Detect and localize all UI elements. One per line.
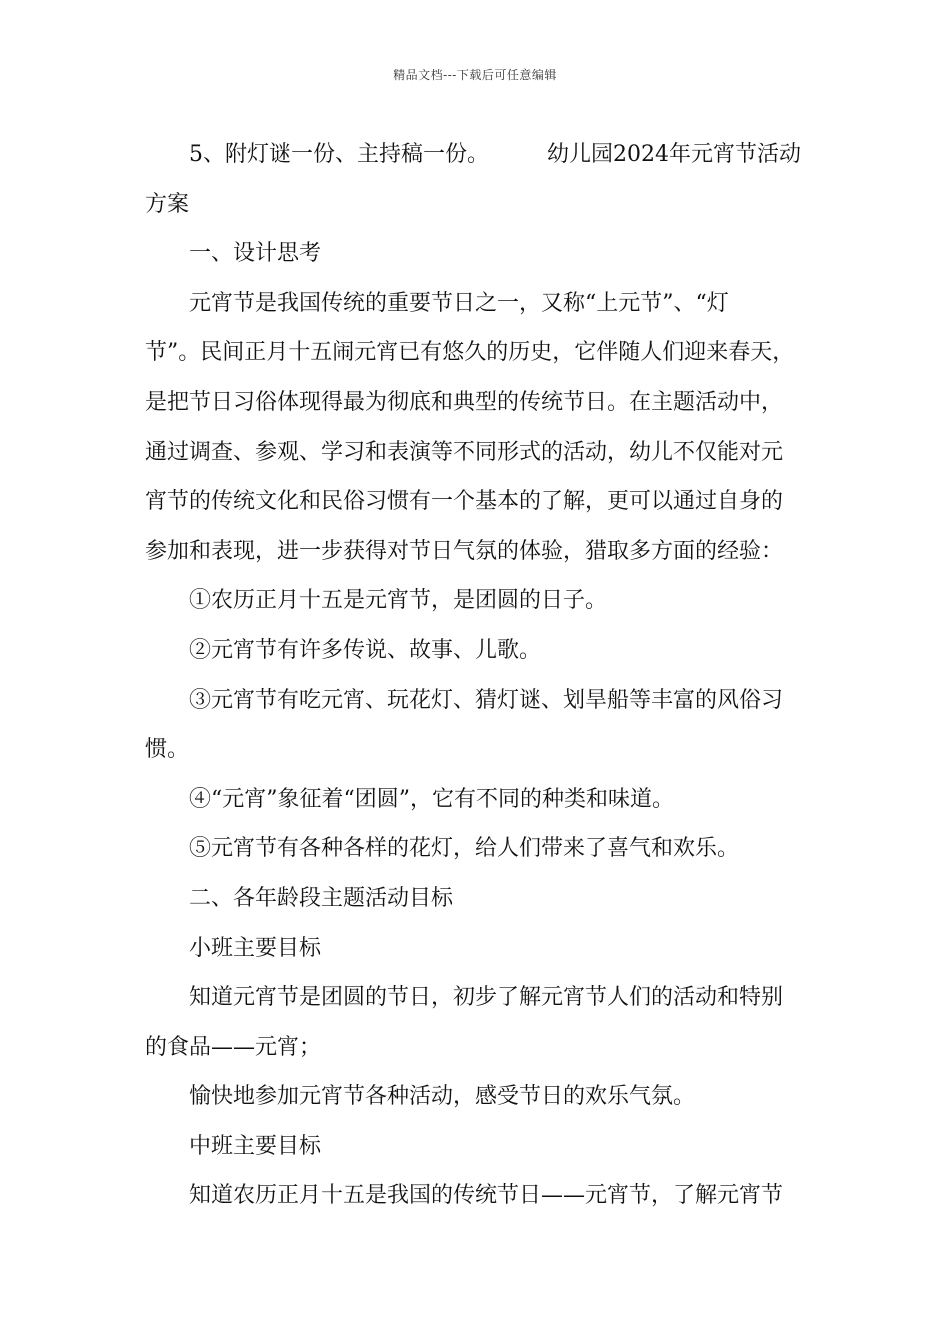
text-line: 通过调查、参观、学习和表演等不同形式的活动，幼儿不仅能对元 — [145, 439, 784, 465]
subsection-heading: 中班主要目标 — [189, 1133, 322, 1159]
text-segment: 5、附灯谜一份、主持稿一份。 — [189, 142, 489, 167]
subsection-heading: 小班主要目标 — [189, 935, 322, 961]
text-line: 节”。民间正月十五闹元宵已有悠久的历史，它伴随人们迎来春天， — [145, 340, 795, 366]
list-item: ⑤元宵节有各种各样的花灯，给人们带来了喜气和欢乐。 — [189, 836, 740, 862]
list-item: ①农历正月十五是元宵节，是团圆的日子。 — [189, 588, 608, 614]
text-line: 惯。 — [145, 737, 190, 763]
text-line — [145, 130, 807, 180]
page-header: 精品文档---下载后可任意编辑 — [393, 68, 557, 82]
section-heading: 二、各年龄段主题活动目标 — [189, 885, 454, 911]
list-item: ②元宵节有许多传说、故事、儿歌。 — [189, 637, 542, 663]
list-item: ③元宵节有吃元宵、玩花灯、猜灯谜、划旱船等丰富的风俗习 — [189, 687, 784, 713]
section-heading: 一、设计思考 — [189, 241, 322, 267]
document-body — [145, 130, 807, 1221]
text-line: 方案 — [145, 191, 190, 217]
text-line: 元宵节是我国传统的重要节日之一，又称“上元节”、“灯 — [189, 290, 729, 316]
text-line: 的食品——元宵； — [145, 1034, 322, 1060]
text-line: 知道农历正月十五是我国的传统节日——元宵节，了解元宵节 — [189, 1183, 784, 1209]
text-line: 宵节的传统文化和民俗习惯有一个基本的了解，更可以通过自身的 — [145, 489, 784, 515]
list-item: ④“元宵”象征着“团圆”，它有不同的种类和味道。 — [189, 786, 674, 812]
text-line: 知道元宵节是团圆的节日，初步了解元宵节人们的活动和特别 — [189, 985, 784, 1011]
text-line: 是把节日习俗体现得最为彻底和典型的传统节日。在主题活动中， — [145, 389, 784, 415]
text-line: 参加和表现，进一步获得对节日气氛的体验，猎取多方面的经验： — [145, 538, 784, 564]
text-line: 愉快地参加元宵节各种活动，感受节日的欢乐气氛。 — [189, 1084, 696, 1110]
text-segment: 幼儿园2024年元宵节活动 — [547, 142, 801, 167]
